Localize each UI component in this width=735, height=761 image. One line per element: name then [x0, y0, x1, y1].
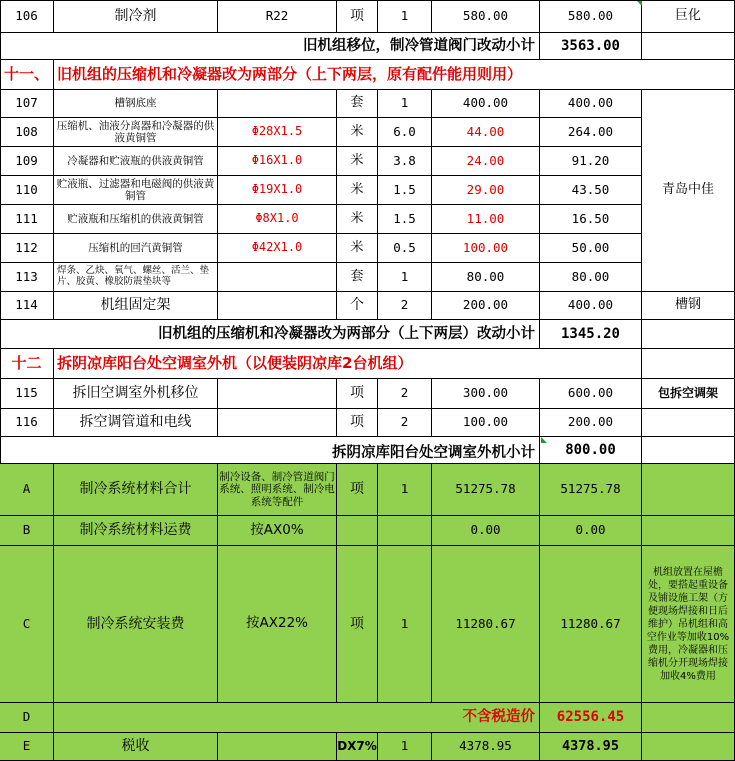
row-115-price[interactable]: 300.00: [432, 379, 540, 409]
section-12-number[interactable]: 十二: [0, 349, 54, 379]
subtotal-2-value[interactable]: 1345.20: [540, 320, 642, 349]
row-e-no[interactable]: E: [0, 733, 54, 761]
row-106-spec[interactable]: R22: [218, 0, 337, 33]
row-110-qty[interactable]: 1.5: [378, 176, 432, 205]
row-107-total[interactable]: 400.00: [540, 90, 642, 118]
row-a-price[interactable]: 51275.78: [432, 464, 540, 516]
row-106-total[interactable]: 580.00: [540, 0, 642, 33]
row-113-qty[interactable]: 1: [378, 263, 432, 292]
row-111-name[interactable]: 贮液瓶和压缩机的供液黄铜管: [54, 205, 218, 234]
row-e-price[interactable]: 4378.95: [432, 733, 540, 761]
section-11-title[interactable]: 旧机组的压缩机和冷凝器改为两部分（上下两层，原有配件能用则用）: [54, 60, 735, 90]
row-107-qty[interactable]: 1: [378, 90, 432, 118]
empty-cell[interactable]: [218, 733, 337, 761]
row-108-total[interactable]: 264.00: [540, 118, 642, 147]
row-114-no[interactable]: 114: [0, 292, 54, 320]
subtotal-1-label[interactable]: 旧机组移位，制冷管道阀门改动小计: [0, 33, 540, 60]
row-107-price[interactable]: 400.00: [432, 90, 540, 118]
row-113-price[interactable]: 80.00: [432, 263, 540, 292]
row-114-unit[interactable]: 个: [337, 292, 378, 320]
row-111-unit[interactable]: 米: [337, 205, 378, 234]
row-109-total[interactable]: 91.20: [540, 147, 642, 176]
row-e-total[interactable]: 4378.95: [540, 733, 642, 761]
row-107-unit[interactable]: 套: [337, 90, 378, 118]
row-109-qty[interactable]: 3.8: [378, 147, 432, 176]
row-e-name[interactable]: 税收: [54, 733, 218, 761]
row-a-unit[interactable]: 项: [337, 464, 378, 516]
empty-cell[interactable]: [642, 703, 735, 733]
row-c-name[interactable]: 制冷系统安装费: [54, 546, 218, 703]
row-109-name[interactable]: 冷凝器和贮液瓶的供液黄铜管: [54, 147, 218, 176]
row-114-qty[interactable]: 2: [378, 292, 432, 320]
row-d-value[interactable]: 62556.45: [540, 703, 642, 733]
row-116-no[interactable]: 116: [0, 409, 54, 437]
row-110-unit[interactable]: 米: [337, 176, 378, 205]
subtotal-3-label[interactable]: 拆阴凉库阳台处空调室外机小计: [0, 437, 540, 464]
row-115-qty[interactable]: 2: [378, 379, 432, 409]
row-116-qty[interactable]: 2: [378, 409, 432, 437]
row-a-name[interactable]: 制冷系统材料合计: [54, 464, 218, 516]
row-113-no[interactable]: 113: [0, 263, 54, 292]
row-a-total[interactable]: 51275.78: [540, 464, 642, 516]
row-e-qty[interactable]: 1: [378, 733, 432, 761]
row-c-no[interactable]: C: [0, 546, 54, 703]
row-109-spec[interactable]: Φ16X1.0: [218, 147, 337, 176]
row-109-unit[interactable]: 米: [337, 147, 378, 176]
comment-marker: [637, 1, 642, 6]
row-106-unit[interactable]: 项: [337, 0, 378, 33]
row-108-no[interactable]: 108: [0, 118, 54, 147]
empty-cell[interactable]: [642, 516, 735, 546]
row-111-price[interactable]: 11.00: [432, 205, 540, 234]
row-d-no[interactable]: D: [0, 703, 54, 733]
row-108-spec[interactable]: Φ28X1.5: [218, 118, 337, 147]
subtotal-2-label[interactable]: 旧机组的压缩机和冷凝器改为两部分（上下两层）改动小计: [0, 320, 540, 349]
row-a-no[interactable]: A: [0, 464, 54, 516]
row-107-name[interactable]: 槽钢底座: [54, 90, 218, 118]
row-b-name[interactable]: 制冷系统材料运费: [54, 516, 218, 546]
row-c-total[interactable]: 11280.67: [540, 546, 642, 703]
row-115-total[interactable]: 600.00: [540, 379, 642, 409]
row-110-name[interactable]: 贮液瓶、过滤器和电磁阀的供液黄铜管: [54, 176, 218, 205]
row-113-unit[interactable]: 套: [337, 263, 378, 292]
subtotal-1-value[interactable]: 3563.00: [540, 33, 642, 60]
row-111-no[interactable]: 111: [0, 205, 54, 234]
row-114-total[interactable]: 400.00: [540, 292, 642, 320]
row-115-note[interactable]: 包拆空调架: [642, 379, 735, 409]
empty-cell[interactable]: [642, 33, 735, 60]
empty-cell[interactable]: [642, 349, 735, 379]
supplier-note[interactable]: 青岛中佳: [642, 90, 735, 292]
row-111-qty[interactable]: 1.5: [378, 205, 432, 234]
comment-marker: [541, 437, 547, 443]
row-109-no[interactable]: 109: [0, 147, 54, 176]
row-b-spec[interactable]: 按AX0%: [218, 516, 337, 546]
row-111-spec[interactable]: Φ8X1.0: [218, 205, 337, 234]
row-113-name[interactable]: 焊条、乙炔、氧气、螺丝、活兰、垫片、胶黄、橡胶防震垫块等: [54, 263, 218, 292]
row-108-qty[interactable]: 6.0: [378, 118, 432, 147]
row-c-qty[interactable]: 1: [378, 546, 432, 703]
row-108-price[interactable]: 44.00: [432, 118, 540, 147]
row-c-unit[interactable]: 项: [337, 546, 378, 703]
row-110-no[interactable]: 110: [0, 176, 54, 205]
row-114-price[interactable]: 200.00: [432, 292, 540, 320]
row-a-qty[interactable]: 1: [378, 464, 432, 516]
row-c-note[interactable]: 机组放置在屋檐处，要搭起重设备及铺设施工架（方便现场焊接和日后维护）吊机组和高空作业等加收10%费用，冷凝器和压缩机分开现场焊接加收4%费用: [642, 546, 735, 703]
row-d-label[interactable]: 不含税造价: [54, 703, 540, 733]
row-c-price[interactable]: 11280.67: [432, 546, 540, 703]
row-e-spec[interactable]: DX7%: [337, 733, 378, 761]
empty-cell[interactable]: [642, 320, 735, 349]
row-112-no[interactable]: 112: [0, 234, 54, 263]
row-115-name[interactable]: 拆旧空调室外机移位: [54, 379, 218, 409]
row-112-spec[interactable]: Φ42X1.0: [218, 234, 337, 263]
row-116-total[interactable]: 200.00: [540, 409, 642, 437]
section-12-title[interactable]: 拆阴凉库阳台处空调室外机（以便装阴凉库2台机组）: [54, 349, 642, 379]
row-113-spec[interactable]: [218, 263, 337, 292]
row-b-unit[interactable]: [337, 516, 378, 546]
row-112-qty[interactable]: 0.5: [378, 234, 432, 263]
row-116-name[interactable]: 拆空调管道和电线: [54, 409, 218, 437]
section-11-number[interactable]: 十一、: [0, 60, 54, 90]
row-112-total[interactable]: 50.00: [540, 234, 642, 263]
empty-cell[interactable]: [642, 409, 735, 437]
row-113-total[interactable]: 80.00: [540, 263, 642, 292]
row-106-qty[interactable]: 1: [378, 0, 432, 33]
row-106-no[interactable]: 106: [0, 0, 54, 33]
row-116-spec[interactable]: [218, 409, 337, 437]
row-b-total[interactable]: 0.00: [540, 516, 642, 546]
row-116-price[interactable]: 100.00: [432, 409, 540, 437]
row-110-price[interactable]: 29.00: [432, 176, 540, 205]
row-115-no[interactable]: 115: [0, 379, 54, 409]
row-110-spec[interactable]: Φ19X1.0: [218, 176, 337, 205]
row-115-unit[interactable]: 项: [337, 379, 378, 409]
row-108-unit[interactable]: 米: [337, 118, 378, 147]
row-111-total[interactable]: 16.50: [540, 205, 642, 234]
row-114-note[interactable]: 槽钢: [642, 292, 735, 320]
row-b-no[interactable]: B: [0, 516, 54, 546]
row-107-spec[interactable]: [218, 90, 337, 118]
row-107-no[interactable]: 107: [0, 90, 54, 118]
row-a-spec[interactable]: 制冷设备、制冷管道阀门系统、照明系统、制冷电系统等配件: [218, 464, 337, 516]
row-c-spec[interactable]: 按AX22%: [218, 546, 337, 703]
row-b-price[interactable]: 0.00: [432, 516, 540, 546]
row-106-name[interactable]: 制冷剂: [54, 0, 218, 33]
row-106-note[interactable]: 巨化: [642, 0, 735, 33]
subtotal-3-value[interactable]: 800.00: [540, 437, 642, 464]
row-109-price[interactable]: 24.00: [432, 147, 540, 176]
empty-cell[interactable]: [642, 733, 735, 761]
row-112-price[interactable]: 100.00: [432, 234, 540, 263]
row-114-spec[interactable]: [218, 292, 337, 320]
row-108-name[interactable]: 压缩机、油液分离器和冷凝器的供液黄铜管: [54, 118, 218, 147]
row-b-qty[interactable]: [378, 516, 432, 546]
row-116-unit[interactable]: 项: [337, 409, 378, 437]
row-110-total[interactable]: 43.50: [540, 176, 642, 205]
row-112-name[interactable]: 压缩机的回汽黄铜管: [54, 234, 218, 263]
empty-cell[interactable]: [642, 464, 735, 516]
row-114-name[interactable]: 机组固定架: [54, 292, 218, 320]
row-112-unit[interactable]: 米: [337, 234, 378, 263]
empty-cell[interactable]: [642, 437, 735, 464]
row-106-price[interactable]: 580.00: [432, 0, 540, 33]
row-115-spec[interactable]: [218, 379, 337, 409]
